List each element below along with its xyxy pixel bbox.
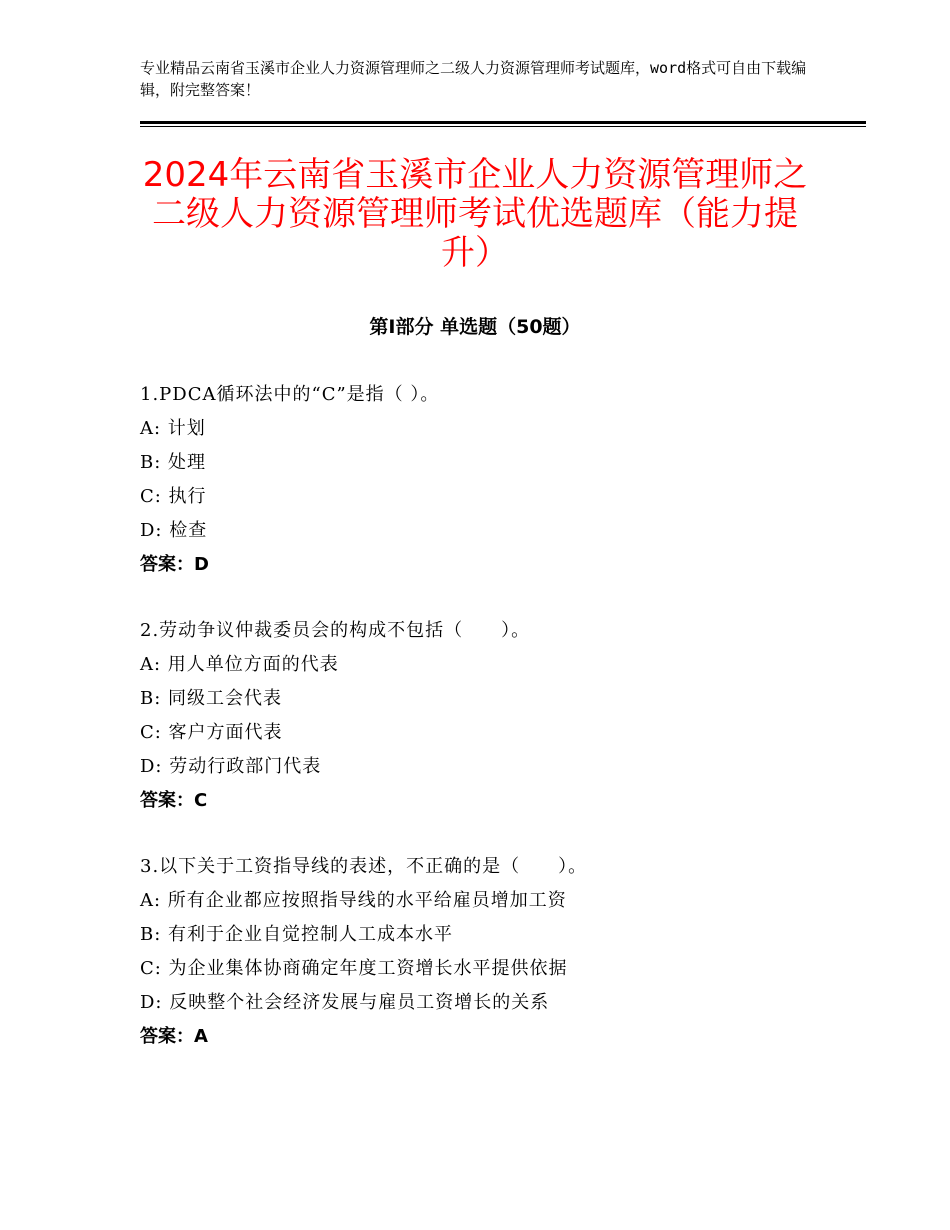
option-d: D: 劳动行政部门代表	[140, 756, 322, 777]
title-line-2: 二级人力资源管理师考试优选题库（能力提	[152, 194, 798, 234]
option-d: D: 检查	[140, 520, 208, 541]
question-2	[140, 614, 830, 818]
section-heading: 第Ⅰ部分 单选题（50题）	[369, 316, 581, 338]
option-d: D: 反映整个社会经济发展与雇员工资增长的关系	[140, 992, 550, 1013]
answer-line: 答案：A	[140, 1026, 208, 1047]
option-a: A: 计划	[140, 418, 206, 439]
answer-line: 答案：D	[140, 554, 209, 575]
option-c: C: 客户方面代表	[140, 722, 283, 743]
answer-line: 答案：C	[140, 790, 208, 811]
header-note: 专业精品云南省玉溪市企业人力资源管理师之二级人力资源管理师考试题库，word格式可自由下载编辑，附完整答案！	[140, 59, 807, 99]
question-1	[140, 378, 830, 582]
option-a: A: 所有企业都应按照指导线的水平给雇员增加工资	[140, 890, 567, 911]
option-b: B: 同级工会代表	[140, 688, 283, 709]
option-c: C: 为企业集体协商确定年度工资增长水平提供依据	[140, 958, 568, 979]
option-a: A: 用人单位方面的代表	[140, 654, 339, 675]
header-divider-thick	[140, 121, 866, 124]
option-b: B: 有利于企业自觉控制人工成本水平	[140, 924, 454, 945]
question-3	[140, 850, 830, 1054]
title-line-3: 升）	[441, 233, 509, 273]
question-stem: 2.劳动争议仲裁委员会的构成不包括（ ）。	[140, 620, 531, 641]
question-list	[140, 378, 830, 1086]
header-divider-thin	[140, 126, 866, 127]
question-stem: 3.以下关于工资指导线的表述，不正确的是（ ）。	[140, 856, 588, 877]
question-stem: 1.PDCA循环法中的“C”是指（ ）。	[140, 384, 440, 405]
document-title	[140, 156, 810, 273]
title-line-1: 2024年云南省玉溪市企业人力资源管理师之	[142, 155, 808, 195]
option-c: C: 执行	[140, 486, 207, 507]
option-b: B: 处理	[140, 452, 207, 473]
